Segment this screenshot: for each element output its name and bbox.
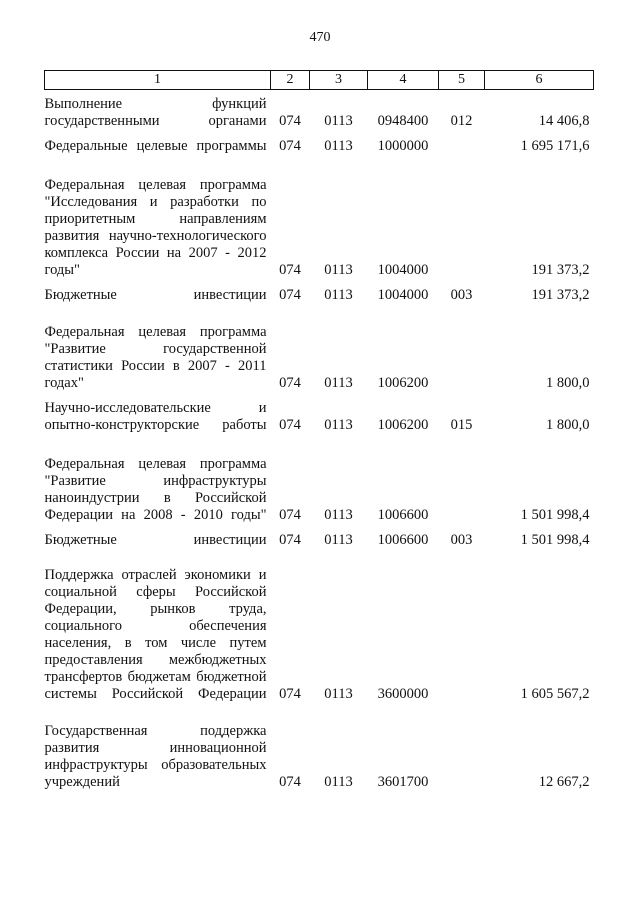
row-code-target: 1006200 — [377, 417, 429, 433]
row-code-section: 0113 — [324, 287, 353, 303]
row-code-target: 1000000 — [377, 138, 429, 154]
row-name: Научно-исследовательские и опытно-конструкторские работы — [44, 400, 267, 433]
row-name: Федеральная целевая программа "Развитие инфраструктуры наноиндустрии в Российской Федерации на 2008 - 2010 годы" — [44, 456, 267, 523]
row-name: Бюджетные инвестиции — [44, 287, 267, 303]
table-row — [45, 324, 594, 392]
row-name: Федеральная целевая программа "Исследования и разработки по приоритетным направлениям развития научно-технологического комплекса России на 2007 - 2012 годы" — [44, 177, 267, 278]
row-code-section: 0113 — [324, 507, 353, 523]
row-spacer-cell — [45, 434, 594, 456]
row-code-target: 1006600 — [377, 507, 429, 523]
column-header: 5 — [439, 71, 485, 90]
row-code-ministry: 074 — [279, 507, 301, 523]
table-header-row — [45, 71, 594, 90]
row-amount: 1 800,0 — [546, 375, 590, 391]
row-code-section: 0113 — [324, 686, 353, 702]
table-row — [45, 400, 594, 434]
row-code-target: 0948400 — [377, 113, 429, 129]
column-header: 4 — [368, 71, 439, 90]
row-code-section: 0113 — [324, 138, 353, 154]
row-code-expense: 015 — [450, 417, 473, 433]
row-spacer — [45, 549, 594, 567]
row-code-target: 3601700 — [377, 774, 429, 790]
row-code-ministry: 074 — [279, 287, 301, 303]
row-code-target: 1006200 — [377, 375, 429, 391]
row-spacer-cell — [45, 524, 594, 532]
budget-table — [44, 70, 594, 791]
column-header: 2 — [271, 71, 310, 90]
row-spacer — [45, 392, 594, 400]
row-code-expense: 003 — [450, 532, 473, 548]
row-name: Федеральные целевые программы — [44, 138, 267, 154]
row-code-section: 0113 — [324, 774, 353, 790]
column-header: 1 — [45, 71, 271, 90]
row-code-expense — [439, 177, 485, 279]
row-spacer-cell — [45, 279, 594, 287]
table-row — [45, 567, 594, 703]
row-code-section: 0113 — [324, 262, 353, 278]
row-spacer-cell — [45, 549, 594, 567]
column-header: 3 — [310, 71, 368, 90]
row-amount: 1 800,0 — [546, 417, 590, 433]
row-spacer-cell — [45, 392, 594, 400]
row-spacer — [45, 155, 594, 177]
table-row — [45, 287, 594, 304]
row-name: Государственная поддержка развития инновационной инфраструктуры образовательных учреждений — [44, 723, 267, 790]
table-row — [45, 456, 594, 524]
row-code-ministry: 074 — [279, 138, 301, 154]
row-code-expense — [439, 567, 485, 703]
row-code-section: 0113 — [324, 417, 353, 433]
row-code-ministry: 074 — [279, 375, 301, 391]
row-code-expense: 012 — [450, 113, 473, 129]
row-spacer — [45, 434, 594, 456]
row-spacer — [45, 703, 594, 723]
row-name: Бюджетные инвестиции — [44, 532, 267, 548]
table-row — [45, 532, 594, 549]
row-code-section: 0113 — [324, 532, 353, 548]
column-header: 6 — [485, 71, 594, 90]
row-code-expense: 003 — [450, 287, 473, 303]
row-amount: 1 501 998,4 — [520, 532, 590, 548]
row-spacer-cell — [45, 703, 594, 723]
row-code-ministry: 074 — [279, 417, 301, 433]
row-code-target: 1004000 — [377, 287, 429, 303]
page-number: 470 — [309, 30, 331, 45]
row-code-expense — [439, 138, 485, 155]
row-spacer-cell — [45, 155, 594, 177]
row-spacer-cell — [45, 130, 594, 138]
table-row — [45, 138, 594, 155]
row-amount: 191 373,2 — [531, 287, 590, 303]
row-code-ministry: 074 — [279, 686, 301, 702]
row-amount: 12 667,2 — [538, 774, 590, 790]
row-code-expense — [439, 456, 485, 524]
row-spacer-cell — [45, 304, 594, 324]
row-code-ministry: 074 — [279, 774, 301, 790]
row-amount: 1 695 171,6 — [520, 138, 590, 154]
row-code-ministry: 074 — [279, 262, 301, 278]
row-code-target: 1004000 — [377, 262, 429, 278]
row-name: Поддержка отраслей экономики и социальной сферы Российской Федерации, рынков труда, социального обеспечения населения, в том числе путем предоставления межбюджетных трансфертов бюджетам бюджетной системы Российской Федерации — [44, 567, 267, 702]
table-row — [45, 723, 594, 791]
row-spacer — [45, 304, 594, 324]
row-spacer — [45, 279, 594, 287]
row-amount: 1 501 998,4 — [520, 507, 590, 523]
row-spacer — [45, 130, 594, 138]
table-row — [45, 96, 594, 130]
row-code-ministry: 074 — [279, 532, 301, 548]
row-name: Выполнение функций государственными органами — [44, 96, 267, 129]
row-name: Федеральная целевая программа "Развитие государственной статистики России в 2007 - 2011 годах" — [44, 324, 267, 391]
row-amount: 14 406,8 — [538, 113, 590, 129]
row-code-target: 1006600 — [377, 532, 429, 548]
row-code-section: 0113 — [324, 375, 353, 391]
row-amount: 191 373,2 — [531, 262, 590, 278]
row-code-section: 0113 — [324, 113, 353, 129]
row-amount: 1 605 567,2 — [520, 686, 590, 702]
table-row — [45, 177, 594, 279]
row-code-ministry: 074 — [279, 113, 301, 129]
row-code-target: 3600000 — [377, 686, 429, 702]
row-spacer — [45, 524, 594, 532]
row-code-expense — [439, 723, 485, 791]
row-code-expense — [439, 324, 485, 392]
